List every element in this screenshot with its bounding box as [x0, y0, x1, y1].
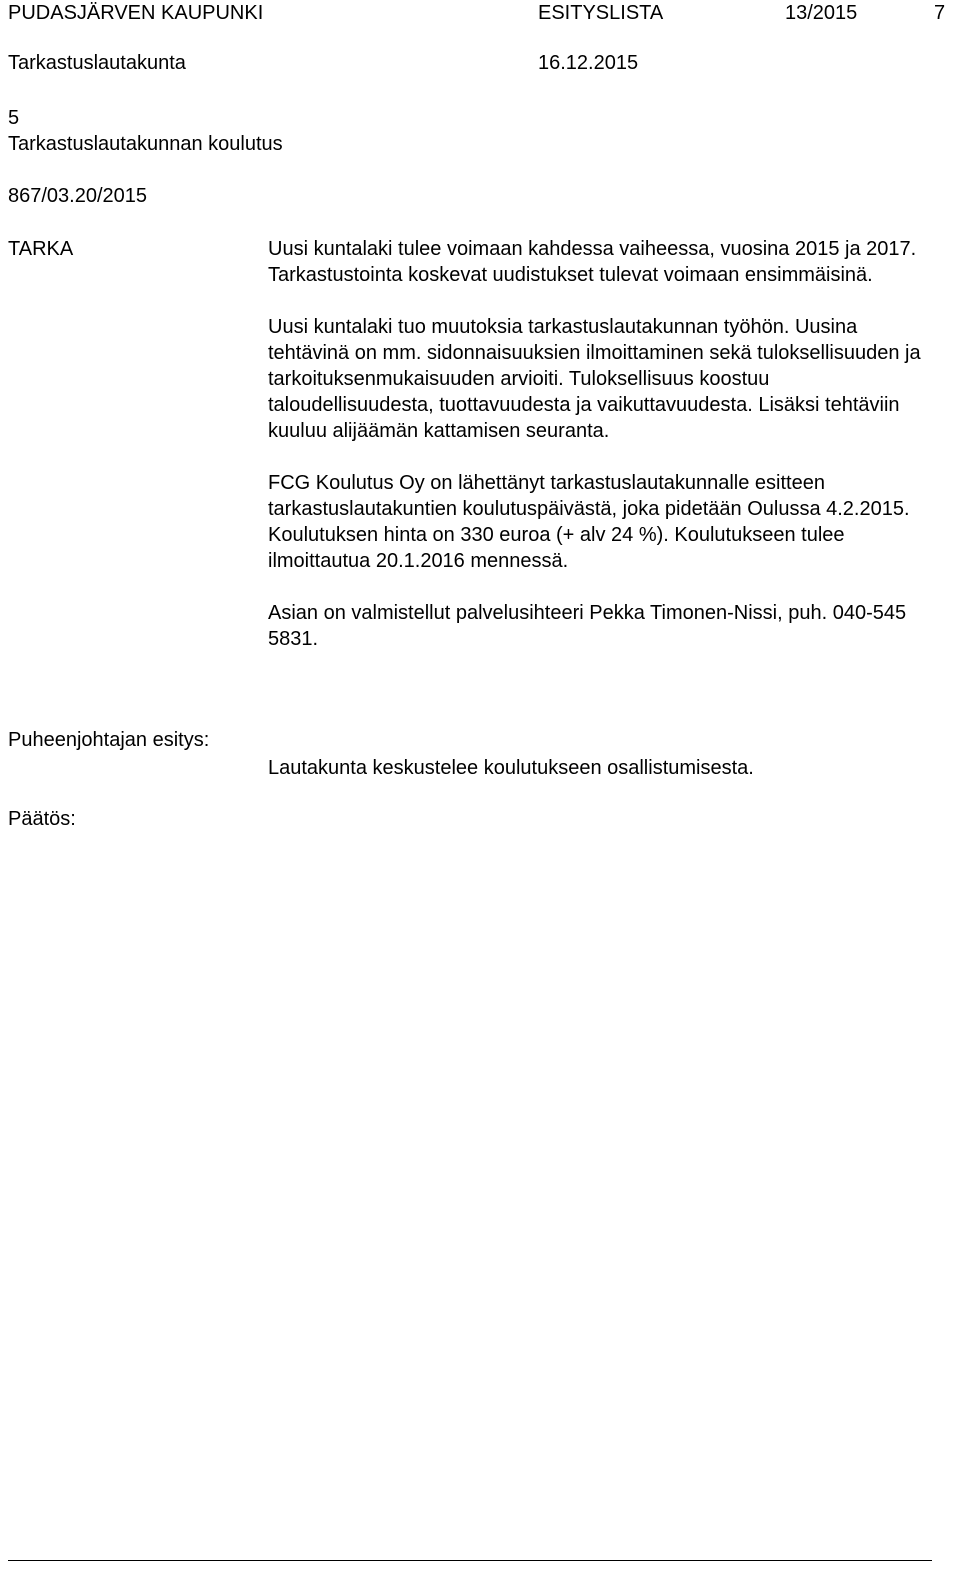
- diary-number: 867/03.20/2015: [8, 185, 148, 207]
- paragraph: FCG Koulutus Oy on lähettänyt tarkastuslautakunnalle esitteen tarkastuslautakuntien koulutuspäivästä, joka pidetään Oulussa 4.2.2015. Koulutuksen hinta on 330 euroa (+ alv 24 %). Koulutukseen tulee ilmoittautua 20.1.2016 mennessä.: [268, 472, 910, 572]
- item-number: 5: [8, 107, 20, 129]
- page-number: 7: [934, 2, 946, 24]
- item-title: Tarkastuslautakunnan koulutus: [8, 133, 283, 155]
- preparation-body: [268, 236, 928, 678]
- paragraph: Asian on valmistellut palvelusihteeri Pekka Timonen-Nissi, puh. 040-545 5831.: [268, 602, 907, 650]
- board-name: Tarkastuslautakunta: [8, 52, 186, 74]
- organization-name: PUDASJÄRVEN KAUPUNKI: [8, 2, 264, 24]
- meeting-date: 16.12.2015: [538, 52, 639, 74]
- decision-label: Päätös:: [8, 808, 76, 830]
- document-type: ESITYSLISTA: [538, 2, 664, 24]
- proposal-text: Lautakunta keskustelee koulutukseen osallistumisesta.: [268, 757, 754, 779]
- paragraph: Uusi kuntalaki tulee voimaan kahdessa vaiheessa, vuosina 2015 ja 2017. Tarkastustointa koskevat uudistukset tulevat voimaan ensimmäisinä.: [268, 238, 917, 286]
- paragraph: Uusi kuntalaki tuo muutoksia tarkastuslautakunnan työhön. Uusina tehtävinä on mm. sidonnaisuuksien ilmoittaminen sekä tuloksellisuuden ja tarkoituksenmukaisuuden arvioiti. Tuloksellisuus koostuu taloudellisuudesta, tuottavuudesta ja vaikuttavuudesta. Lisäksi tehtäviin kuuluu alijäämän kattamisen seuranta.: [268, 316, 921, 442]
- proposal-label: Puheenjohtajan esitys:: [8, 729, 210, 751]
- document-number: 13/2015: [785, 2, 858, 24]
- preparation-label: TARKA: [8, 238, 74, 260]
- footer-divider: [8, 1560, 932, 1561]
